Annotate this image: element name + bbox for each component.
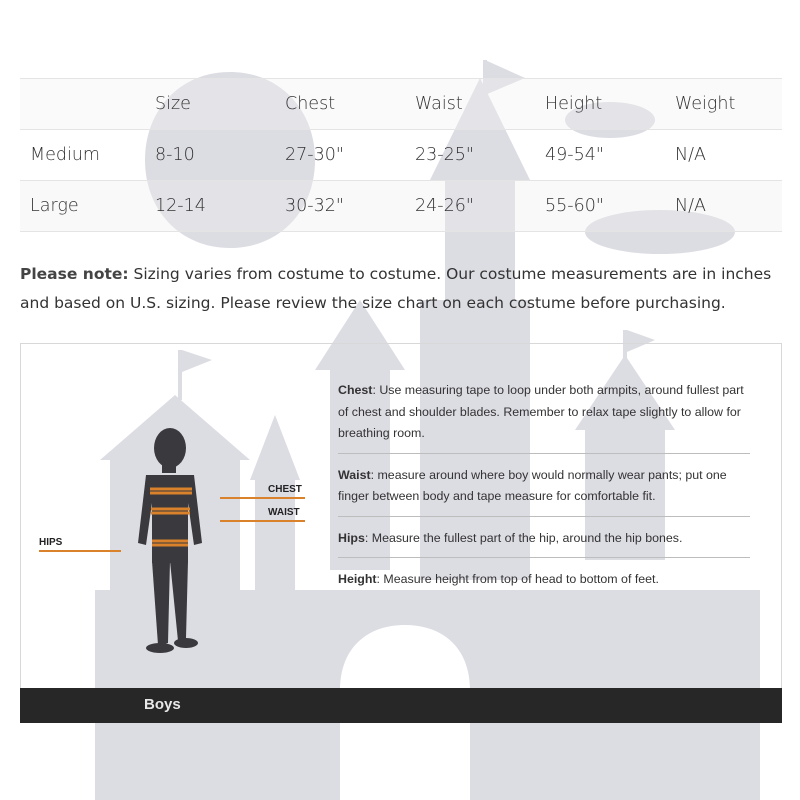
hips-instruction	[338, 526, 750, 559]
table-cell: 55-60"	[535, 181, 665, 232]
boys-measure-guide	[20, 343, 782, 723]
table-cell: 49-54"	[535, 130, 665, 181]
instruction-term: Hips	[338, 530, 365, 545]
measure-instructions	[338, 378, 750, 608]
instruction-term: Chest	[338, 383, 373, 397]
height-instruction	[338, 567, 750, 599]
category-label: Boys	[144, 696, 181, 713]
chest-instruction	[338, 378, 750, 454]
table-header-cell: Waist	[405, 79, 535, 130]
category-bar	[20, 688, 782, 723]
table-header-cell: Chest	[275, 79, 405, 130]
sizing-note	[20, 260, 780, 318]
hips-label: HIPS	[39, 537, 63, 548]
table-row	[20, 181, 782, 232]
instruction-text: : measure around where boy would normally wear pants; put one finger between body and tape measure for comfortable fit.	[338, 467, 727, 503]
table-cell: 24-26"	[405, 181, 535, 232]
instruction-text: : Use measuring tape to loop under both armpits, around fullest part of chest and shoulder blades. Remember to relax tape slightly to allow for breathing room.	[338, 383, 744, 440]
boy-silhouette-icon	[128, 423, 228, 663]
waist-instruction	[338, 463, 750, 517]
hips-guide-line	[39, 550, 121, 552]
table-row	[20, 130, 782, 181]
table-cell: 8-10	[145, 130, 275, 181]
table-cell: Medium	[20, 130, 145, 181]
table-cell: N/A	[665, 181, 782, 232]
table-cell: 23-25"	[405, 130, 535, 181]
instruction-term: Waist	[338, 467, 371, 482]
table-header-cell: Size	[145, 79, 275, 130]
table-header-cell: Weight	[665, 79, 782, 130]
instruction-text: : Measure the fullest part of the hip, around the hip bones.	[364, 530, 683, 545]
table-cell: Large	[20, 181, 145, 232]
instruction-term: Height	[338, 572, 377, 586]
chest-label: CHEST	[268, 484, 302, 495]
table-cell: 30-32"	[275, 181, 405, 232]
table-cell: 12-14	[145, 181, 275, 232]
waist-guide-line	[220, 520, 305, 522]
table-cell: 27-30"	[275, 130, 405, 181]
note-text: Sizing varies from costume to costume. Our costume measurements are in inches and based on U.S. sizing. Please review the size chart on each costume before purchasing.	[20, 265, 772, 312]
table-cell: N/A	[665, 130, 782, 181]
chest-guide-line	[220, 497, 305, 499]
table-header-cell: Height	[535, 79, 665, 130]
table-header-cell	[20, 79, 145, 130]
note-label: Please note:	[20, 265, 129, 283]
waist-label: WAIST	[268, 507, 300, 518]
size-chart-table	[20, 78, 782, 232]
instruction-text: : Measure height from top of head to bottom of feet.	[376, 572, 659, 586]
table-header-row	[20, 79, 782, 130]
